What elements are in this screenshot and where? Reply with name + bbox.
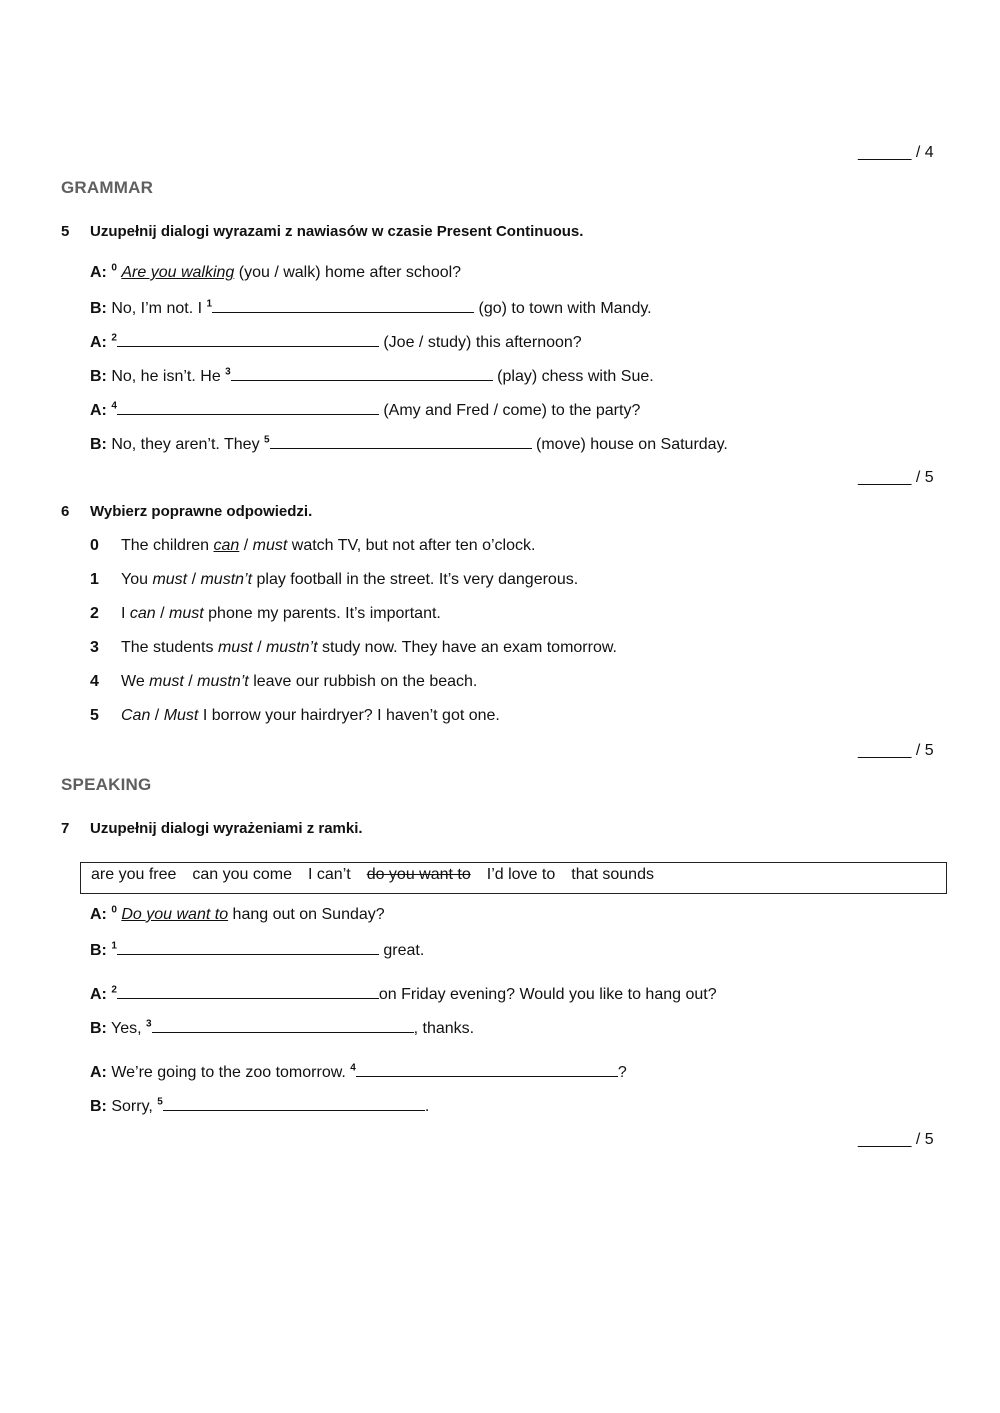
speaker-label: B: bbox=[90, 1020, 107, 1037]
dialogue-line-2 bbox=[90, 332, 582, 352]
task-5-instruction bbox=[61, 223, 583, 240]
score-task5: ______ / 5 bbox=[858, 469, 934, 486]
item-text: play football in the street. It’s very dangerous. bbox=[252, 571, 579, 588]
dialogue-line-5 bbox=[90, 434, 728, 454]
speaker-label: A: bbox=[90, 906, 107, 923]
option-separator: / bbox=[187, 571, 201, 588]
line-text: Yes, bbox=[106, 1020, 147, 1037]
choice-item-0 bbox=[90, 537, 535, 555]
line-text: (go) to town with Mandy. bbox=[474, 300, 652, 317]
option-separator: / bbox=[150, 707, 164, 724]
answer-gap-2[interactable] bbox=[117, 332, 379, 347]
section-heading-speaking: SPEAKING bbox=[61, 775, 152, 794]
answer-gap-1[interactable] bbox=[117, 940, 379, 955]
line-text: (you / walk) home after school? bbox=[234, 264, 462, 281]
option-separator: / bbox=[239, 537, 253, 554]
speaking-line-1 bbox=[90, 940, 424, 960]
line-text: . bbox=[424, 1098, 430, 1115]
speaker-label: B: bbox=[90, 436, 107, 453]
choice-option[interactable]: must bbox=[149, 673, 184, 690]
speaker-label: A: bbox=[90, 264, 107, 281]
score-task6: ______ / 5 bbox=[858, 742, 934, 759]
item-number: 4 bbox=[90, 673, 99, 690]
line-text: ? bbox=[617, 1064, 627, 1081]
answer-gap-2[interactable] bbox=[117, 984, 379, 999]
speaker-label: A: bbox=[90, 986, 107, 1003]
speaking-line-4 bbox=[90, 1062, 627, 1082]
answer-gap-4[interactable] bbox=[117, 400, 379, 415]
speaker-label: B: bbox=[90, 942, 107, 959]
example-answer: Do you want to bbox=[121, 906, 229, 923]
word-box-phrase: can you come bbox=[192, 866, 292, 883]
word-box bbox=[80, 862, 947, 894]
choice-option-selected[interactable]: can bbox=[213, 537, 240, 554]
word-box-phrase: that sounds bbox=[571, 866, 654, 883]
answer-gap-3[interactable] bbox=[152, 1018, 414, 1033]
item-text: watch TV, but not after ten o’clock. bbox=[287, 537, 536, 554]
item-number: 5 bbox=[90, 707, 99, 724]
dialogue-line-4 bbox=[90, 400, 640, 420]
task-6-instruction bbox=[61, 503, 312, 520]
item-number: 4 bbox=[350, 1062, 356, 1074]
choice-option[interactable]: must bbox=[152, 571, 188, 588]
speaker-label: A: bbox=[90, 1064, 107, 1081]
choice-option[interactable]: must bbox=[169, 605, 204, 622]
speaking-line-5 bbox=[90, 1096, 429, 1116]
score-task4: ______ / 4 bbox=[858, 144, 934, 161]
line-text: No, he isn’t. He bbox=[106, 368, 226, 385]
line-text: Sorry, bbox=[106, 1098, 158, 1115]
speaking-line-0 bbox=[90, 906, 385, 924]
line-text: (Amy and Fred / come) to the party? bbox=[378, 402, 641, 419]
item-text: We bbox=[121, 673, 150, 690]
instruction-text: Uzupełnij dialogi wyrażeniami z ramki. bbox=[90, 820, 363, 837]
line-text: (play) chess with Sue. bbox=[492, 368, 654, 385]
choice-option[interactable]: must bbox=[217, 639, 253, 656]
word-box-phrase: are you free bbox=[91, 866, 177, 883]
line-text: , thanks. bbox=[413, 1020, 475, 1037]
line-text: (move) house on Saturday. bbox=[531, 436, 728, 453]
speaker-label: B: bbox=[90, 368, 107, 385]
task-number: 5 bbox=[61, 223, 70, 240]
choice-item-1 bbox=[90, 571, 578, 589]
line-text: (Joe / study) this afternoon? bbox=[378, 334, 582, 351]
dialogue-line-0 bbox=[90, 264, 461, 282]
dialogue-line-3 bbox=[90, 366, 654, 386]
item-number: 3 bbox=[146, 1018, 152, 1030]
section-heading-grammar: GRAMMAR bbox=[61, 178, 154, 197]
task-number: 7 bbox=[61, 820, 70, 837]
item-number: 0 bbox=[90, 537, 99, 554]
item-text: study now. They have an exam tomorrow. bbox=[317, 639, 617, 656]
speaker-label: B: bbox=[90, 300, 107, 317]
speaker-label: A: bbox=[90, 402, 107, 419]
item-text: The children bbox=[121, 537, 214, 554]
choice-option[interactable]: mustn’t bbox=[200, 571, 253, 588]
answer-gap-4[interactable] bbox=[356, 1062, 618, 1077]
choice-option[interactable]: mustn’t bbox=[265, 639, 318, 656]
line-text: great. bbox=[378, 942, 425, 959]
line-text: on Friday evening? Would you like to hang out? bbox=[378, 986, 717, 1003]
answer-gap-1[interactable] bbox=[212, 298, 474, 313]
choice-option[interactable]: Can bbox=[121, 707, 151, 724]
answer-gap-5[interactable] bbox=[163, 1096, 425, 1111]
line-text: hang out on Sunday? bbox=[228, 906, 385, 923]
choice-option[interactable]: mustn’t bbox=[197, 673, 249, 690]
score-task7: ______ / 5 bbox=[858, 1131, 934, 1148]
speaking-line-2 bbox=[90, 984, 717, 1004]
word-box-phrase: I can’t bbox=[308, 866, 351, 883]
speaker-label: A: bbox=[90, 334, 107, 351]
task-number: 6 bbox=[61, 503, 70, 520]
choice-item-2 bbox=[90, 605, 441, 623]
answer-gap-3[interactable] bbox=[231, 366, 493, 381]
item-number: 3 bbox=[225, 366, 231, 378]
item-number: 1 bbox=[111, 940, 117, 952]
item-number: 0 bbox=[111, 904, 117, 916]
choice-item-5 bbox=[90, 707, 500, 725]
item-number: 3 bbox=[90, 639, 99, 656]
item-number: 2 bbox=[90, 605, 99, 622]
choice-option[interactable]: must bbox=[252, 537, 288, 554]
instruction-text: Uzupełnij dialogi wyrazami z nawiasów w czasie Present Continuous. bbox=[90, 223, 584, 240]
choice-item-4 bbox=[90, 673, 477, 691]
item-text: leave our rubbish on the beach. bbox=[248, 673, 478, 690]
answer-gap-5[interactable] bbox=[270, 434, 532, 449]
option-separator: / bbox=[183, 673, 198, 690]
item-number: 2 bbox=[111, 984, 117, 996]
speaking-line-3 bbox=[90, 1018, 474, 1038]
item-number: 5 bbox=[157, 1096, 163, 1108]
item-text: The students bbox=[121, 639, 218, 656]
item-number: 1 bbox=[90, 571, 99, 588]
item-number: 4 bbox=[111, 400, 117, 412]
item-text: I borrow your hairdryer? I haven’t got one. bbox=[198, 707, 500, 724]
option-separator: / bbox=[155, 605, 170, 622]
item-text: I bbox=[121, 605, 130, 622]
item-number: 5 bbox=[264, 434, 270, 446]
item-text: phone my parents. It’s important. bbox=[203, 605, 441, 622]
item-number: 1 bbox=[206, 298, 213, 310]
example-answer: Are you walking bbox=[121, 264, 235, 281]
item-number: 2 bbox=[111, 332, 117, 344]
line-text: No, they aren’t. They bbox=[106, 436, 265, 453]
dialogue-line-1 bbox=[90, 298, 652, 318]
instruction-text: Wybierz poprawne odpowiedzi. bbox=[90, 503, 313, 520]
line-text: We’re going to the zoo tomorrow. bbox=[106, 1064, 351, 1081]
word-box-phrase-used: do you want to bbox=[366, 866, 471, 883]
choice-option[interactable]: Must bbox=[163, 707, 199, 724]
choice-option[interactable]: can bbox=[129, 605, 156, 622]
option-separator: / bbox=[252, 639, 266, 656]
item-number: 0 bbox=[111, 262, 117, 274]
line-text: No, I’m not. I bbox=[106, 300, 207, 317]
speaker-label: B: bbox=[90, 1098, 107, 1115]
task-7-instruction bbox=[61, 820, 363, 837]
item-text: You bbox=[121, 571, 153, 588]
word-box-phrase: I’d love to bbox=[486, 866, 556, 883]
choice-item-3 bbox=[90, 639, 617, 657]
